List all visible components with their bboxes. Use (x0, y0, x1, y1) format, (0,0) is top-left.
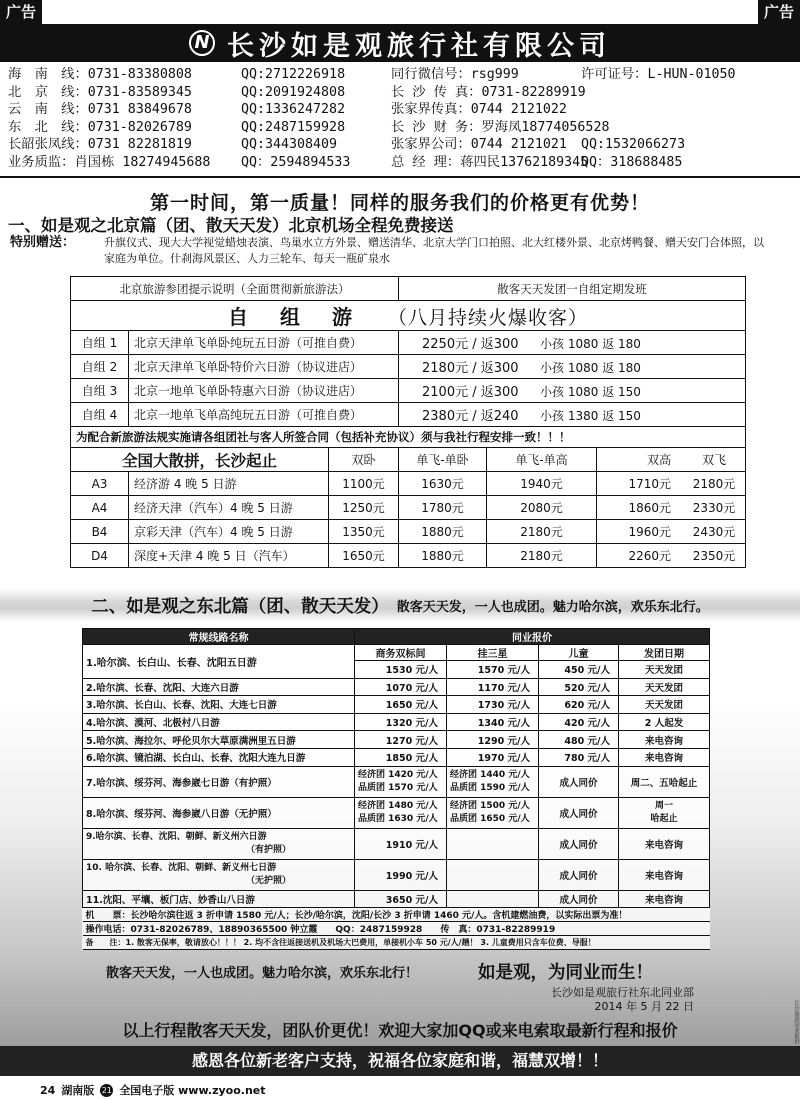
route-name: 6.哈尔滨、镜泊湖、长白山、长春、沈阳大连九日游 (83, 748, 355, 766)
child-price: 小孩 1380 返 150 (540, 409, 641, 423)
ticket-note: 机 票：长沙哈尔滨往返 3 折申请 1580 元/人；长沙/哈尔滨，沈阳/长沙 3 折申请 1460 元/人。含机建燃油费，以实际出票为准！ (83, 908, 710, 922)
child-price: 小孩 1080 返 180 (540, 337, 641, 351)
contact-cell: 长 沙 传 真：0731-82289919 (391, 84, 586, 100)
price-child: 成人同价 (539, 890, 619, 908)
scatter-code: A4 (71, 496, 129, 520)
scatter-col-header: 双卧 (329, 448, 399, 472)
tour-code: 自组 1 (71, 331, 129, 355)
scatter-col-header-pair (597, 448, 746, 472)
bottom-slogan: 以上行程散客天天发，团队价更优！欢迎大家加QQ或来电索取最新行程和报价 (122, 1021, 678, 1040)
sub-col-header: 挂三星 (447, 645, 539, 661)
tour-price-cell (399, 403, 746, 427)
depart-date: 来电咨询 (619, 731, 710, 749)
price-three-star: 1970 元/人 (447, 748, 539, 766)
contact-cell: QQ：318688485 (581, 154, 683, 170)
scatter-price: 2330元 (692, 501, 736, 515)
depart-date: 来电咨询 (619, 859, 710, 890)
northeast-section-title: 二、如是观之东北篇（团、散天天发） (91, 596, 389, 617)
contact-cell: QQ：2594894533 (241, 154, 351, 170)
ad-label-right: 广告 (758, 0, 800, 24)
contact-row (8, 66, 796, 84)
gift-text: 升旗仪式、现大大学视觉蜡烛表演、鸟巢水立方外景、赠送清华、北京大学门口拍照、北大红楼外景、北京烤鸭餐、赠天安门合体照，以家庭为单位。什刹海风景区、人力三轮车、每天一瓶矿泉水 (104, 236, 764, 265)
sign-date: 2014 年 5 月 22 日 (594, 1000, 694, 1013)
price-child: 成人同价 (539, 859, 619, 890)
contact-cell: 长韶张凤线：0731 82281819 (8, 137, 192, 152)
contact-cell: QQ:2091924808 (241, 84, 346, 100)
route-name-line: （有护照） (246, 844, 292, 855)
contact-cell: QQ:344308409 (241, 137, 338, 152)
price-child: 620 元/人 (539, 696, 619, 714)
price-three-star (447, 766, 539, 797)
scatter-price-pair (597, 472, 746, 496)
contact-row (8, 84, 796, 102)
route-name-line: （无护照） (246, 875, 292, 886)
price-economy: 经济团 1500 元/人 (450, 800, 530, 811)
ad-label-left: 广告 (0, 0, 42, 24)
page-footer (40, 1082, 266, 1098)
contact-cell: 海 南 线：0731-83380808 (8, 67, 192, 82)
main-slogan: 第一时间，第一质量！同样的服务我们的价格更有优势！ (149, 192, 650, 214)
route-name (83, 859, 355, 890)
sub-col-header: 发团日期 (619, 645, 710, 661)
route-row (83, 678, 710, 696)
contact-cell: QQ:1336247282 (241, 102, 346, 117)
contract-notice: 为配合新旅游法规实施请各组团社与客人所签合同（包括补充协议）须与我社行程安排一致！！！ (71, 427, 746, 448)
depart-date: 天天发团 (619, 678, 710, 696)
route-row (83, 828, 710, 859)
price-business: 1530 元/人 (355, 661, 447, 679)
signer-name: 长沙如是观旅行社东北同业部 (551, 986, 694, 999)
depart-date-line: 周一 (654, 800, 673, 811)
scatter-price: 2080元 (487, 496, 597, 520)
price-three-star (447, 890, 539, 908)
remark-note: 备 注：1. 散客无保率，敬请放心！！！ 2. 均不含往返接送机及机场大巴费用，单接机小车 50 元/人/趟！ 3. 儿童费用只含车位费、导服！ (83, 936, 710, 950)
route-row (83, 713, 710, 731)
scatter-price: 1350元 (329, 520, 399, 544)
contact-cell: 同行微信号：rsg999 (391, 67, 519, 82)
scatter-price-pair (597, 544, 746, 568)
price-business: 1320 元/人 (355, 713, 447, 731)
price-quality: 品质团 1570 元/人 (358, 782, 438, 793)
depart-date: 天天发团 (619, 696, 710, 714)
beijing-header-right: 散客天天发团一自组定期发班 (399, 277, 746, 301)
child-price: 小孩 1080 返 150 (540, 385, 641, 399)
scatter-name: 深度+天津 4 晚 5 日（汽车） (129, 544, 329, 568)
price-business: 1070 元/人 (355, 678, 447, 696)
route-name-line: 9.哈尔滨、长春、沈阳、朝鲜、新义州六日游 (86, 831, 267, 842)
self-tour-subtitle: （八月持续火爆收客） (387, 307, 588, 329)
signer-block (551, 986, 694, 1014)
scatter-code: A3 (71, 472, 129, 496)
scatter-price: 1860元 (628, 501, 671, 515)
contact-cell: 许可证号：L-HUN-01050 (581, 67, 736, 82)
scatter-name: 经济天津（汽车）4 晚 5 日游 (129, 496, 329, 520)
scatter-row (71, 520, 746, 544)
route-name-line: 10. 哈尔滨、长春、沈阳、朝鲜、新义州七日游 (86, 862, 277, 873)
scatter-price: 1650元 (329, 544, 399, 568)
side-vertical-text: 长沙旅游同业报价 (793, 1000, 799, 1044)
scatter-price: 1780元 (399, 496, 487, 520)
edition-circle-icon: 21 (101, 1085, 112, 1095)
price-quality: 品质团 1590 元/人 (450, 782, 530, 793)
scatter-price: 1940元 (487, 472, 597, 496)
child-price: 小孩 1080 返 180 (540, 361, 641, 375)
contact-row (8, 101, 796, 119)
gift-label: 特别赠送： (10, 235, 76, 250)
footer-bar: 感恩各位新老客户支持，祝福各位家庭和谐，福慧双增！！ (0, 1046, 800, 1076)
northeast-section-banner (0, 588, 800, 622)
depart-date: 周二、五哈起止 (619, 766, 710, 797)
tour-price: 2250元 / 返300 (422, 337, 519, 352)
depart-date: 2 人起发 (619, 713, 710, 731)
route-name: 11.沈阳、平壤、板门店、妙香山八日游 (83, 890, 355, 908)
contact-row (8, 154, 796, 172)
company-logo-icon: N (189, 30, 215, 56)
price-child: 780 元/人 (539, 748, 619, 766)
tour-price-cell (399, 379, 746, 403)
sub-col-header: 儿童 (539, 645, 619, 661)
scatter-col-header: 双飞 (701, 453, 726, 467)
route-name: 1.哈尔滨、长白山、长春、沈阳五日游 (83, 645, 355, 679)
tour-name: 北京一地单飞单卧特惠六日游（协议进店） (129, 379, 399, 403)
price-child: 成人同价 (539, 766, 619, 797)
scatter-price: 1880元 (399, 544, 487, 568)
price-child: 成人同价 (539, 828, 619, 859)
contact-cell: QQ:1532066273 (581, 137, 686, 152)
scatter-price: 2350元 (692, 549, 736, 563)
self-tour-row (71, 379, 746, 403)
contact-row (8, 136, 796, 154)
scatter-col-header: 单飞-单卧 (399, 448, 487, 472)
northeast-tagline: 散客天天发，一人也成团。魅力哈尔滨，欢乐东北行！ (106, 966, 419, 981)
scatter-price: 1710元 (628, 477, 671, 491)
edition-label: 湖南版 (61, 1084, 95, 1097)
scatter-price: 2180元 (487, 520, 597, 544)
tour-price: 2180元 / 返300 (422, 361, 519, 376)
self-tour-row (71, 355, 746, 379)
depart-date: 来电咨询 (619, 890, 710, 908)
scatter-price: 1100元 (329, 472, 399, 496)
scatter-price: 2260元 (628, 549, 671, 563)
special-gift (10, 235, 770, 267)
self-tour-title: 自 组 游 (227, 305, 358, 329)
price-economy: 经济团 1480 元/人 (358, 800, 438, 811)
scatter-price: 1630元 (399, 472, 487, 496)
route-name (83, 828, 355, 859)
price-economy: 经济团 1440 元/人 (450, 769, 530, 780)
contact-block (8, 66, 796, 171)
route-name: 4.哈尔滨、漠河、北极村八日游 (83, 713, 355, 731)
route-name: 7.哈尔滨、绥芬河、海参崴七日游（有护照） (83, 766, 355, 797)
price-economy: 经济团 1420 元/人 (358, 769, 438, 780)
tour-name: 北京天津单飞单卧特价六日游（协议进店） (129, 355, 399, 379)
price-business (355, 766, 447, 797)
scatter-code: B4 (71, 520, 129, 544)
scatter-price: 1250元 (329, 496, 399, 520)
depart-date: 天天发团 (619, 661, 710, 679)
price-business: 3650 元/人 (355, 890, 447, 908)
contact-cell: 张家界公司：0744 2121021 (391, 137, 567, 152)
northeast-price-table (82, 628, 710, 950)
ops-contact: 操作电话：0731-82026789、18890365500 钟立霞 QQ：2487159928 传 真：0731-82289919 (83, 922, 710, 936)
tour-price: 2100元 / 返300 (422, 385, 519, 400)
route-row (83, 766, 710, 797)
scatter-name: 京彩天津（汽车）4 晚 5 日游 (129, 520, 329, 544)
contact-cell: QQ:2487159928 (241, 119, 346, 135)
route-name: 3.哈尔滨、长白山、长春、沈阳、大连七日游 (83, 696, 355, 714)
tour-code: 自组 3 (71, 379, 129, 403)
route-row (83, 797, 710, 828)
sub-col-header: 商务双标间 (355, 645, 447, 661)
scatter-price-pair (597, 496, 746, 520)
price-three-star: 1290 元/人 (447, 731, 539, 749)
header-bar (0, 24, 800, 62)
company-name: 长沙如是观旅行社有限公司 (227, 30, 611, 62)
brand-link[interactable]: 全国电子版 www.zyoo.net (119, 1084, 266, 1097)
route-row (83, 731, 710, 749)
self-tour-row (71, 331, 746, 355)
tour-code: 自组 2 (71, 355, 129, 379)
scatter-price-pair (597, 520, 746, 544)
beijing-price-table (70, 276, 746, 568)
price-business: 1850 元/人 (355, 748, 447, 766)
price-three-star (447, 828, 539, 859)
scatter-title: 全国大散拼，长沙起止 (71, 448, 329, 472)
route-name: 8.哈尔滨、绥芬河、海参崴八日游（无护照） (83, 797, 355, 828)
price-child: 480 元/人 (539, 731, 619, 749)
price-business: 1650 元/人 (355, 696, 447, 714)
scatter-col-header: 双高 (646, 453, 671, 467)
contact-cell: 北 京 线：0731-83589345 (8, 84, 192, 100)
price-business: 1270 元/人 (355, 731, 447, 749)
divider (0, 176, 800, 178)
depart-date-line: 哈起止 (650, 813, 678, 824)
price-child: 520 元/人 (539, 678, 619, 696)
price-business: 1910 元/人 (355, 828, 447, 859)
tour-name: 北京天津单飞单卧纯玩五日游（可推自费） (129, 331, 399, 355)
contact-cell: 东 北 线：0731-82026789 (8, 119, 192, 135)
price-three-star: 1570 元/人 (447, 661, 539, 679)
scatter-price: 2430元 (692, 525, 736, 539)
route-name: 2.哈尔滨、长春、沈阳、大连六日游 (83, 678, 355, 696)
contact-cell: 总 经 理：蒋四民13762189345 (391, 154, 589, 170)
quote-col-header: 同业报价 (355, 629, 710, 645)
price-three-star (447, 859, 539, 890)
route-row (83, 859, 710, 890)
tour-name: 北京一地单飞单高纯玩五日游（可推自费） (129, 403, 399, 427)
northeast-section-subtitle: 散客天天发，一人也成团。魅力哈尔滨，欢乐东北行。 (396, 599, 709, 615)
scatter-col-header: 单飞-单高 (487, 448, 597, 472)
page-number: 24 (40, 1083, 56, 1097)
contact-cell: 张家界传真：0744 2121022 (391, 102, 567, 117)
tour-code: 自组 4 (71, 403, 129, 427)
contact-row (8, 119, 796, 137)
scatter-row (71, 472, 746, 496)
contact-cell: 业务质监：肖国栋 18274945688 (8, 154, 211, 170)
price-child: 成人同价 (539, 797, 619, 828)
route-row (83, 890, 710, 908)
scatter-price: 2180元 (692, 477, 736, 491)
tour-price-cell (399, 331, 746, 355)
price-business (355, 797, 447, 828)
price-child: 420 元/人 (539, 713, 619, 731)
route-name: 5.哈尔滨、海拉尔、呼伦贝尔大草原满洲里五日游 (83, 731, 355, 749)
scatter-row (71, 544, 746, 568)
contact-cell: 长 沙 财 务：罗海凤18774056528 (391, 119, 610, 135)
scatter-row (71, 496, 746, 520)
scatter-price: 2180元 (487, 544, 597, 568)
price-three-star: 1170 元/人 (447, 678, 539, 696)
beijing-header-left: 北京旅游参团提示说明（全面贯彻新旅游法） (71, 277, 399, 301)
price-quality: 品质团 1630 元/人 (358, 813, 438, 824)
tour-price: 2380元 / 返240 (422, 409, 519, 424)
price-child: 450 元/人 (539, 661, 619, 679)
route-col-header: 常规线路名称 (83, 629, 355, 645)
price-three-star: 1730 元/人 (447, 696, 539, 714)
price-business: 1990 元/人 (355, 859, 447, 890)
self-tour-row (71, 403, 746, 427)
depart-date: 来电咨询 (619, 828, 710, 859)
scatter-name: 经济游 4 晚 5 日游 (129, 472, 329, 496)
route-row (83, 696, 710, 714)
self-tour-banner (71, 301, 746, 331)
contact-cell: 云 南 线：0731 83849678 (8, 102, 192, 117)
northeast-motto: 如是观，为同业而生！ (478, 963, 653, 983)
scatter-price: 1960元 (628, 525, 671, 539)
contact-cell: QQ:2712226918 (241, 67, 346, 82)
tour-price-cell (399, 355, 746, 379)
scatter-price: 1880元 (399, 520, 487, 544)
price-three-star: 1340 元/人 (447, 713, 539, 731)
depart-date: 来电咨询 (619, 748, 710, 766)
price-three-star (447, 797, 539, 828)
depart-date (619, 797, 710, 828)
price-quality: 品质团 1650 元/人 (450, 813, 530, 824)
route-row (83, 748, 710, 766)
scatter-code: D4 (71, 544, 129, 568)
beijing-section-title: 一、如是观之北京篇（团、散天天发）北京机场全程免费接送 (8, 216, 454, 235)
